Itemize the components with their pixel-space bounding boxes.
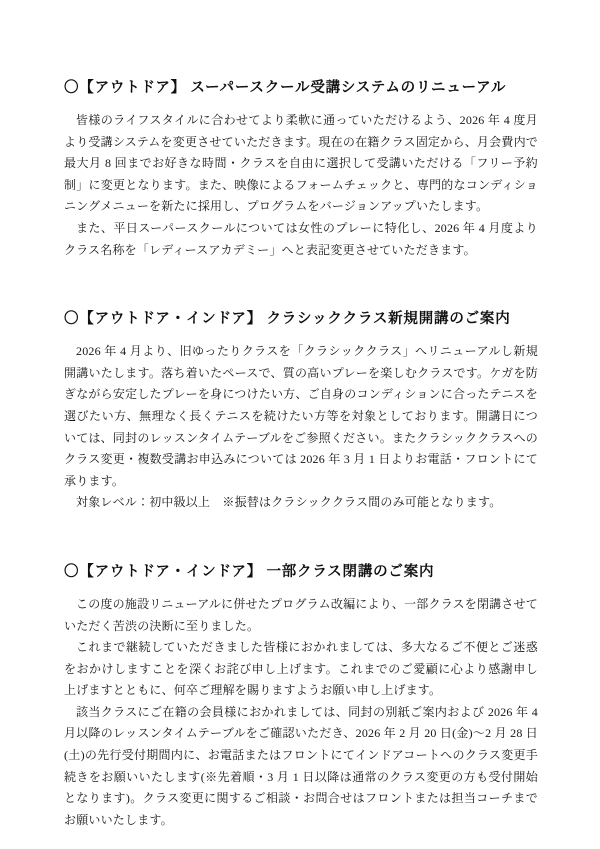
section-heading-super-school-renewal: 〇【アウトドア】 スーパースクール受講システムのリニューアル (64, 80, 507, 96)
paragraph: 2026 年 4 月より、旧ゆったりクラスを「クラシッククラス」へリニューアルし新規開講いたします。落ち着いたペースで、質の高いプレーを楽しむクラスです。ケガを防ぎながら安定したプレーを身につけたい方、ご自身のコンディションに合ったテニスを選びたい方、無理なく長くテニスを続けたい方等を対象としております。開講日については、同封のレッスンタイムテーブルをご参照ください。またクラシッククラスへのクラス変更・複数受講お申込みについては 2026 年 3 月 1 日よりお電話・フロントにて承ります。 (64, 344, 538, 488)
paragraph: 皆様のライフスタイルに合わせてより柔軟に通っていただけるよう、2026 年 4 度月より受講システムを変更させていただきます。現在の在籍クラス固定から、月会費内で最大月 8 回までお好きな時間・クラスを自由に選択して受講いただける「フリー予約制」に変更となります。また、映像によるフォームチェックと、専門的なコンディショニングメニューを新たに採用し、プログラムをバージョンアップいたします。 (64, 113, 538, 214)
section-classic-class-opening (64, 309, 538, 514)
section-heading-classic-class-opening: 〇【アウトドア・インドア】 クラシッククラス新規開講のご案内 (64, 311, 511, 328)
paragraph: これまで継続していただきました皆様におかれましては、多大なるご不便とご迷惑をおかけしますことを深くお詫び申し上げます。これまでのご愛顧に心より感謝申し上げますとともに、何卒ご理解を賜りますようお願い申し上げます。 (64, 640, 538, 698)
section-class-closure-notice (64, 562, 538, 832)
section-super-school-renewal (64, 78, 538, 261)
paragraph: 該当クラスにご在籍の会員様におかれましては、同封の別紙ご案内および 2026 年 4 月以降のレッスンタイムテーブルをご確認いただき、2026 年 2 月 20 日(金)～2 月 28 日(土)の先行受付期間内に、お電話またはフロントにてインドアコートへのクラス変更手続きをお願いいたします(※先着順・3 月 1 日以降は通常のクラス変更の方も受付開始となります)。クラス変更に関するご相談・お問合せはフロントまたは担当コーチまでお願いいたします。 (64, 704, 538, 827)
paragraph: この度の施設リニューアルに併せたプログラム改編により、一部クラスを閉講させていただく苦渋の決断に至りました。 (64, 596, 538, 633)
paragraph: 対象レベル：初中級以上 ※振替はクラシッククラス間のみ可能となります。 (76, 495, 502, 510)
paragraph: また、平日スーパースクールについては女性のプレーに特化し、2026 年 4 月度よりクラス名称を「レディースアカデミー」へと表記変更させていただきます。 (64, 220, 538, 257)
section-heading-class-closure-notice: 〇【アウトドア・インドア】 一部クラス閉講のご案内 (64, 563, 435, 580)
